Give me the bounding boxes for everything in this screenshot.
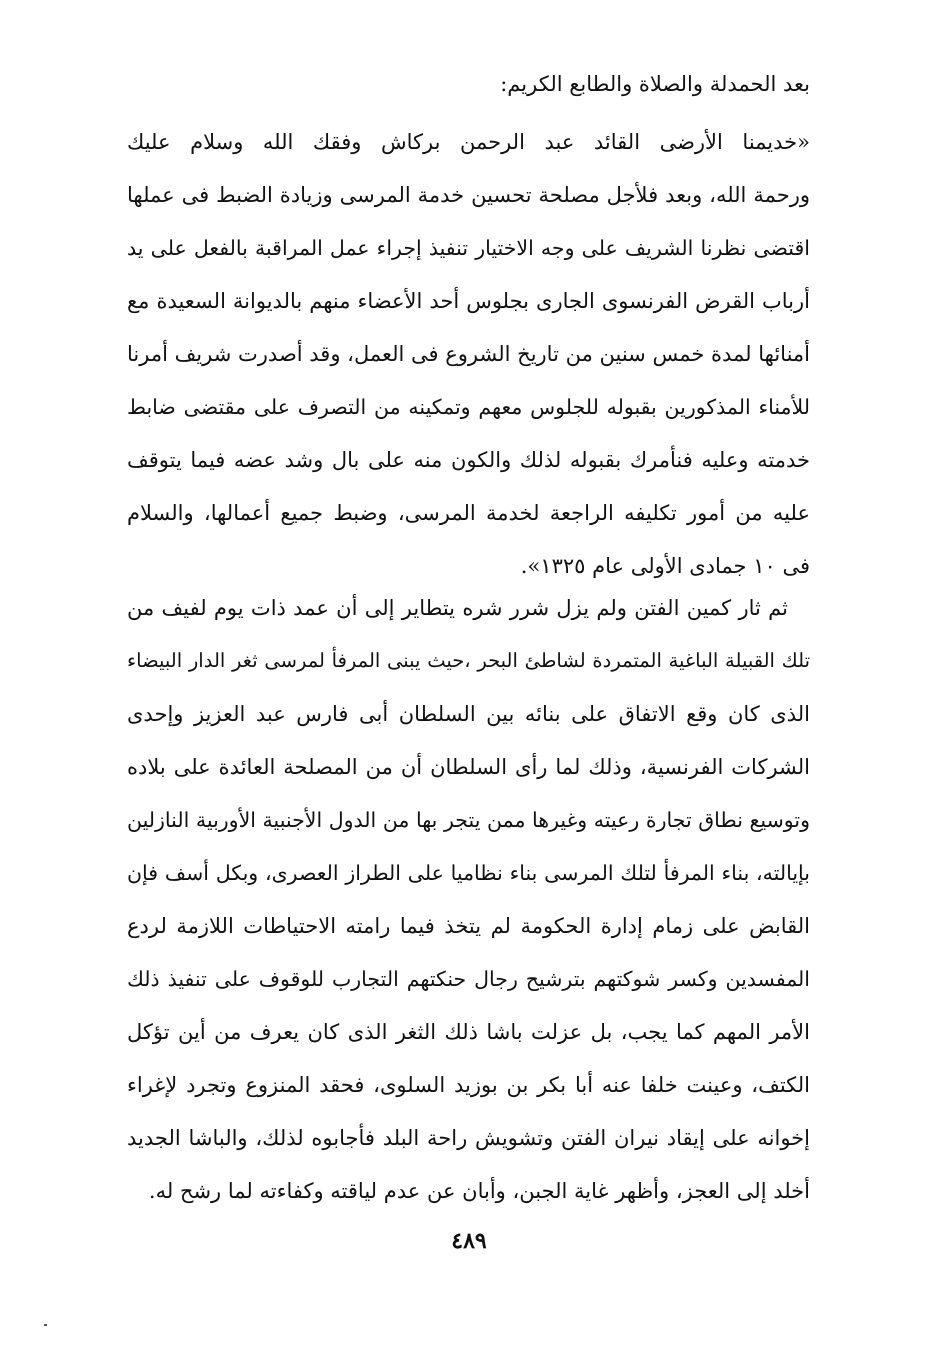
text-line: «خديمنا الأرضى القائد عبد الرحمن بركاش وفقك الله وسلام عليك	[127, 130, 810, 154]
text-line: عليه من أمور تكليفه الراجعة لخدمة المرسى، وضبط جميع أعمالها، والسلام	[127, 501, 810, 525]
text-line: الذى كان وقع الاتفاق على بنائه بين السلطان أبى فارس عبد العزيز وإحدى	[127, 702, 810, 726]
text-line: الشركات الفرنسية، وذلك لما رأى السلطان أن من المصلحة العائدة على بلاده	[127, 755, 810, 779]
text-line: فى ١٠ جمادى الأولى عام ١٣٢٥».	[520, 554, 810, 578]
text-line: أخلد إلى العجز، وأظهر غاية الجبن، وأبان عن عدم لياقته وكفاءته لما رشح له.	[148, 1179, 810, 1203]
text-line: ثم ثار كمين الفتن ولم يزل شرر شره يتطاير إلى أن عمد ذات يوم لفيف من	[127, 596, 788, 620]
text-line: القابض على زمام إدارة الحكومة لم يتخذ فيما رامته الاحتياطات اللازمة لردع	[127, 914, 810, 938]
text-line: للأمناء المذكورين بقبوله للجلوس معهم وتمكينه من التصرف على مقتضى ضابط	[127, 395, 810, 419]
scan-speck	[44, 1324, 47, 1326]
text-line: أرباب القرض الفرنسوى الجارى بجلوس أحد الأعضاء منهم بالديوانة السعيدة مع	[127, 289, 810, 313]
text-line: بإيالته، بناء المرفأ لتلك المرسى بناء نظاميا على الطراز العصرى، وبكل أسف فإن	[127, 861, 810, 885]
text-line: أمنائها لمدة خمس سنين من تاريخ الشروع فى العمل، وقد أصدرت شريف أمرنا	[126, 342, 810, 366]
text-line: الكتف، وعينت خلفا عنه أبا بكر بن بوزيد السلوى، فحقد المنزوع وتجرد لإغراء	[127, 1073, 810, 1097]
text-line: الأمر المهم كما يجب، بل عزلت باشا ذلك الثغر الذى كان يعرف من أين تؤكل	[127, 1020, 810, 1044]
page-number: ٤٨٩	[451, 1228, 487, 1254]
text-line: اقتضى نظرنا الشريف على وجه الاختيار تنفيذ إجراء عمل المراقبة بالفعل على يد	[127, 236, 810, 260]
text-line: خدمته وعليه فنأمرك بقبوله لذلك والكون منه على بال وشد عضه فيما يتوقف	[127, 448, 810, 472]
text-line: إخوانه على إيقاد نيران الفتن وتشويش راحة البلد فأجابوه لذلك، والباشا الجديد	[127, 1126, 810, 1150]
text-line: ورحمة الله، وبعد فلأجل مصلحة تحسين خدمة المرسى وزيادة الضبط فى عملها	[127, 183, 810, 207]
opening-line: بعد الحمدلة والصلاة والطابع الكريم:	[500, 72, 810, 96]
text-line: تلك القبيلة الباغية المتمردة لشاطئ البحر ،حيث يبنى المرفأ لمرسى ثغر الدار البيضاء	[127, 649, 810, 672]
text-line: وتوسيع نطاق تجارة رعيته وغيرها ممن يتجر بها من الدول الأجنبية الأوربية النازلين	[127, 808, 810, 832]
text-line: المفسدين وكسر شوكتهم بترشيح رجال حنكتهم التجارب للوقوف على تنفيذ ذلك	[127, 967, 810, 991]
